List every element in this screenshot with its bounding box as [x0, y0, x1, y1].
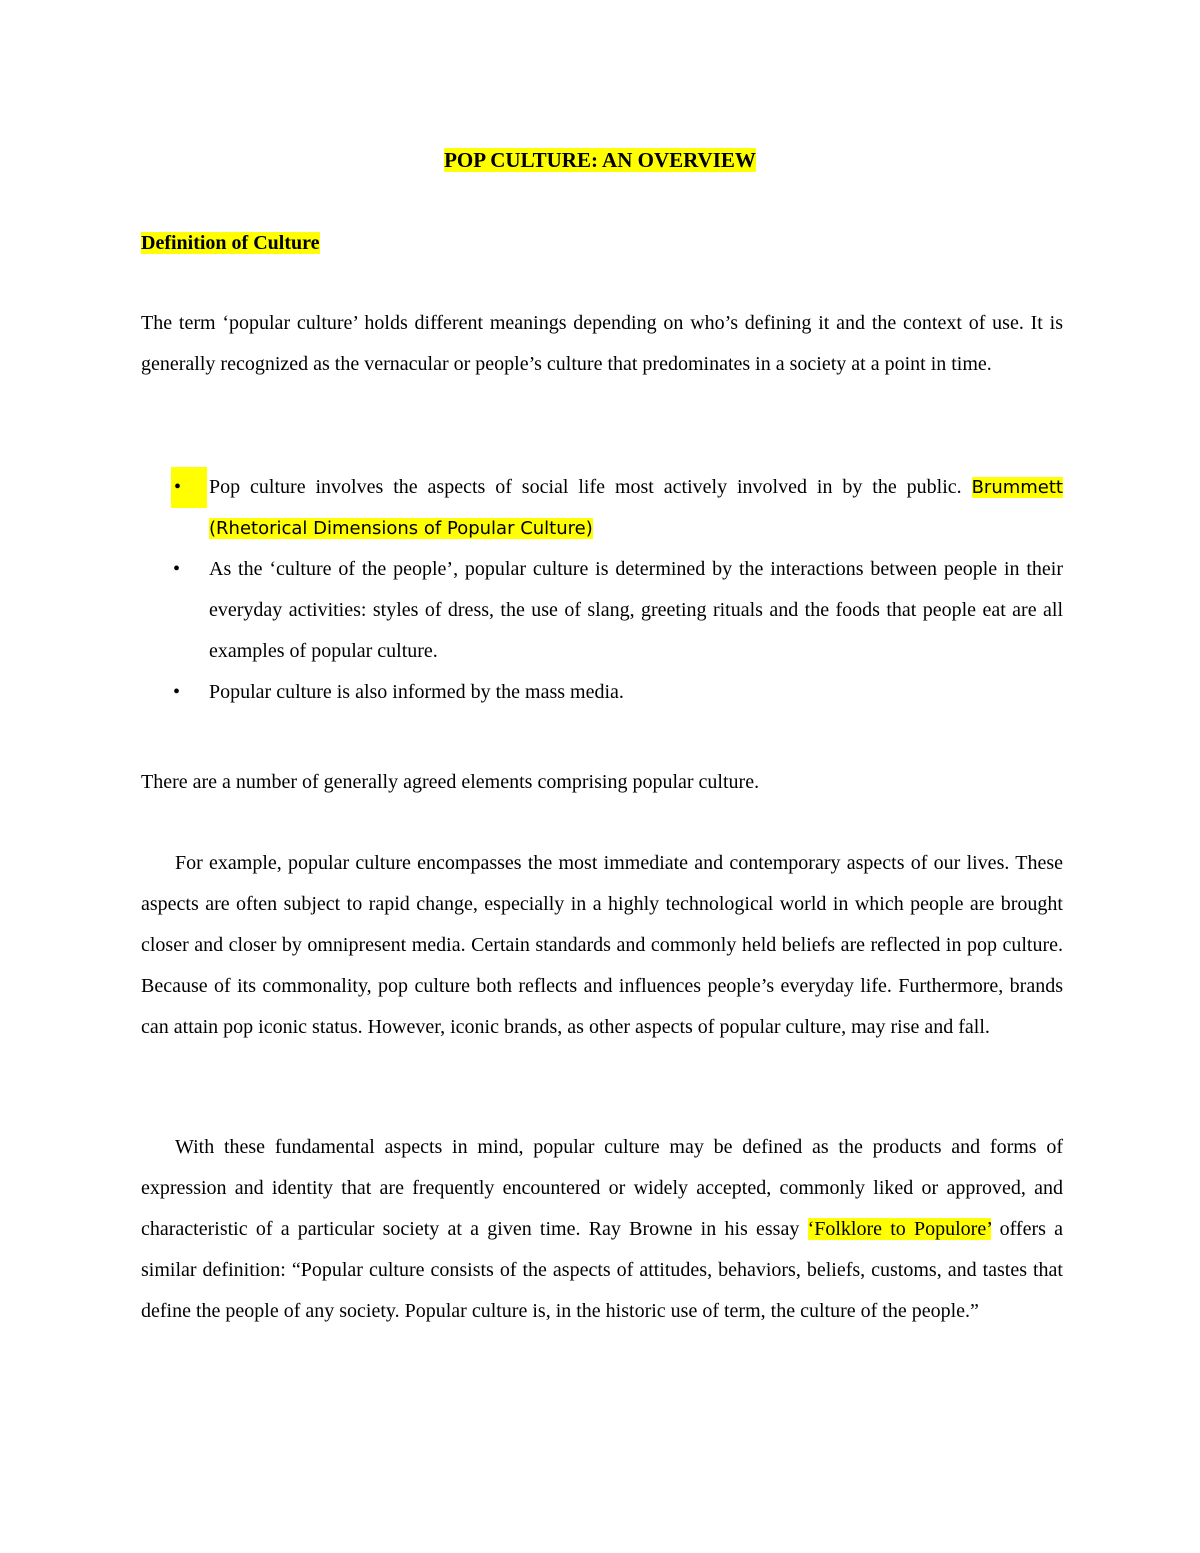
- bullet-marker: •: [171, 467, 207, 508]
- bullet-item: [141, 467, 1063, 549]
- bullet-text: As the ‘culture of the people’, popular culture is determined by the interactions between people in their everyday activities: styles of dress, the use of slang, greeting rituals and the foods that people eat are all examples of popular culture.: [209, 558, 1063, 662]
- bullet-item: [141, 549, 1063, 672]
- bullet-text: Pop culture involves the aspects of social life most actively involved in by the public.: [209, 476, 962, 498]
- section-heading-text: Definition of Culture: [141, 232, 320, 254]
- definition-text-after: offers a similar definition: “Popular culture consists of the aspects of attitudes, behaviors, beliefs, customs, and tastes that define the people of any society. Popular culture is, in the historic use of term, the culture of the people.”: [141, 1218, 1063, 1322]
- example-paragraph: For example, popular culture encompasses the most immediate and contemporary aspects of our lives. These aspects are often subject to rapid change, especially in a highly technological world in which people are brought closer and closer by omnipresent media. Certain standards and commonly held beliefs are reflected in pop culture. Because of its commonality, pop culture both reflects and influences people’s everyday life. Furthermore, brands can attain pop iconic status. However, iconic brands, as other aspects of popular culture, may rise and fall.: [141, 852, 1063, 1038]
- bullet-citation: Brummett (Rhetorical Dimensions of Popular Culture): [209, 477, 1063, 539]
- intro-paragraph: The term ‘popular culture’ holds different meanings depending on who’s defining it and the context of use. It is generally recognized as the vernacular or people’s culture that predominates in a society at a point in time.: [141, 312, 1063, 375]
- essay-title: ‘Folklore to Populore’: [807, 1218, 992, 1240]
- section-heading: [141, 229, 320, 257]
- definition-paragraph: [141, 1127, 1063, 1332]
- document-title-text: POP CULTURE: AN OVERVIEW: [444, 148, 756, 172]
- elements-sentence: There are a number of generally agreed elements comprising popular culture.: [141, 771, 760, 793]
- definition-text-before: With these fundamental aspects in mind, popular culture may be defined as the products and forms of expression and identity that are frequently encountered or widely accepted, commonly liked or approved, and characteristic of a particular society at a given time. Ray Browne in his essay: [141, 1136, 1063, 1240]
- bullet-marker: •: [173, 681, 181, 703]
- bullet-text: Popular culture is also informed by the mass media.: [209, 681, 624, 703]
- bullet-item: [141, 672, 1063, 713]
- bullet-list: [141, 467, 1063, 713]
- bullet-marker: •: [173, 558, 181, 580]
- document-title: [0, 146, 1200, 174]
